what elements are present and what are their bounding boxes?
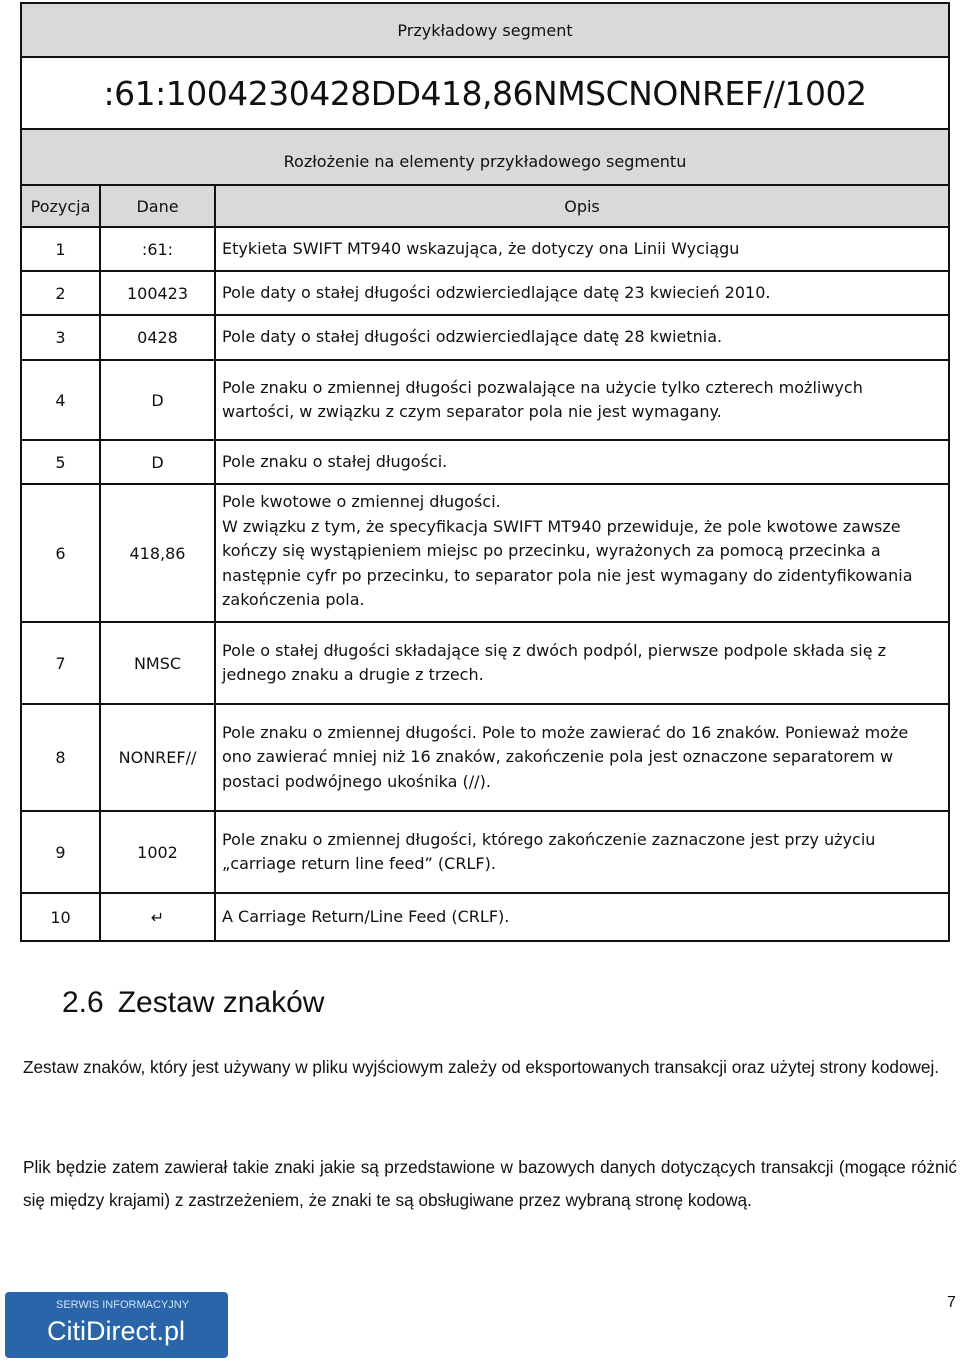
row-data: 0428 — [100, 315, 215, 360]
description-line: W związku z tym, że specyfikacja SWIFT MT940 przewiduje, że pole kwotowe zawsze — [222, 516, 901, 536]
row-position: 1 — [21, 227, 100, 271]
header-position: Pozycja — [21, 185, 100, 227]
table-row — [21, 227, 949, 271]
row-description — [215, 360, 949, 440]
description-line: wartości, w związku z czym separator pola nie jest wymagany. — [222, 402, 722, 421]
description-line: kończy się wystąpieniem miejsc po przecinku, wyrażonych za pomocą przecinka a — [222, 541, 881, 560]
row-data: 100423 — [100, 271, 215, 315]
segment-code: :61:1004230428DD418,86NMSCNONREF//1002 — [103, 73, 867, 113]
row-description — [215, 440, 949, 484]
description-line: zakończenia pola. — [222, 590, 365, 609]
table-row — [21, 811, 949, 893]
crlf-symbol: ↵ — [100, 893, 215, 941]
row-data: :61: — [100, 227, 215, 271]
row-position: 2 — [21, 271, 100, 315]
row-description — [215, 622, 949, 704]
segment-table — [20, 2, 950, 942]
row-position: 4 — [21, 360, 100, 440]
segment-code-cell — [21, 57, 949, 129]
logo-name: CitiDirect.pl — [47, 1316, 186, 1346]
row-data: NMSC — [100, 622, 215, 704]
row-position: 10 — [21, 893, 100, 941]
section-heading — [62, 986, 324, 1020]
row-data: 1002 — [100, 811, 215, 893]
row-description — [215, 271, 949, 315]
row-data: 418,86 — [100, 484, 215, 622]
table-row — [21, 271, 949, 315]
description-line: Pole daty o stałej długości odzwierciedlające datę 28 kwietnia. — [222, 327, 723, 347]
row-description — [215, 484, 949, 622]
description-line: Pole znaku o stałej długości. — [222, 451, 448, 471]
paragraph: Zestaw znaków, który jest używany w pliku wyjściowym zależy od eksportowanych transakcji oraz użytej strony kodowej. — [23, 1057, 940, 1077]
row-position: 5 — [21, 440, 100, 484]
row-description — [215, 811, 949, 893]
paragraph: Plik będzie zatem zawierał takie znaki jakie są przedstawione w bazowych danych dotyczących transakcji (mogące różnić się między krajami) z zastrzeżeniem, że znaki te są obsługiwane przez wybraną stronę kodową. — [23, 1157, 957, 1210]
description-line: Pole o stałej długości składające się z dwóch podpól, pierwsze podpole składa się z — [222, 640, 887, 660]
description-line: postaci podwójnego ukośnika (//). — [222, 771, 491, 791]
description-line: następnie cyfr po przecinku, to separator pola nie jest wymagany do zidentyfikowania — [222, 565, 913, 585]
row-position: 6 — [21, 484, 100, 622]
table-row — [21, 704, 949, 811]
header-data: Dane — [100, 185, 215, 227]
section-number: 2.6 — [62, 986, 104, 1019]
section-title: Zestaw znaków — [117, 986, 325, 1019]
description-line: Pole znaku o zmiennej długości. Pole to może zawierać do 16 znaków. Ponieważ może — [222, 722, 909, 742]
citidirect-logo — [5, 1292, 228, 1358]
row-position: 3 — [21, 315, 100, 360]
row-data: NONREF// — [100, 704, 215, 811]
table-subtitle: Rozłożenie na elementy przykładowego segmentu — [21, 129, 949, 185]
table-row — [21, 315, 949, 360]
description-line: A Carriage Return/Line Feed (CRLF). — [222, 906, 510, 926]
description-line: Pole kwotowe o zmiennej długości. — [222, 492, 501, 511]
row-position: 7 — [21, 622, 100, 704]
description-line: Pole znaku o zmiennej długości, którego zakończenie zaznaczone jest przy użyciu — [222, 829, 876, 849]
description-line: „carriage return line feed” (CRLF). — [222, 854, 496, 873]
table-row — [21, 484, 949, 622]
description-line: Pole daty o stałej długości odzwierciedlające datę 23 kwiecień 2010. — [222, 282, 771, 302]
table-row — [21, 622, 949, 704]
description-line: Etykieta SWIFT MT940 wskazująca, że dotyczy ona Linii Wyciągu — [222, 238, 740, 258]
table-row — [21, 360, 949, 440]
header-description: Opis — [215, 185, 949, 227]
row-description — [215, 893, 949, 941]
table-title: Przykładowy segment — [21, 3, 949, 57]
row-position: 9 — [21, 811, 100, 893]
row-description — [215, 315, 949, 360]
row-data: D — [100, 440, 215, 484]
description-line: ono zawierać mniej niż 16 znaków, zakończenie pola jest oznaczone separatorem w — [222, 747, 894, 767]
description-line: jednego znaku a drugie z trzech. — [222, 665, 484, 684]
row-position: 8 — [21, 704, 100, 811]
logo-tagline: SERWIS INFORMACYJNY — [56, 1299, 190, 1311]
row-description — [215, 704, 949, 811]
description-line: Pole znaku o zmiennej długości pozwalające na użycie tylko czterech możliwych — [222, 377, 863, 397]
table-row — [21, 440, 949, 484]
table-row — [21, 893, 949, 941]
row-data: D — [100, 360, 215, 440]
page-number: 7 — [947, 1294, 956, 1311]
row-description — [215, 227, 949, 271]
